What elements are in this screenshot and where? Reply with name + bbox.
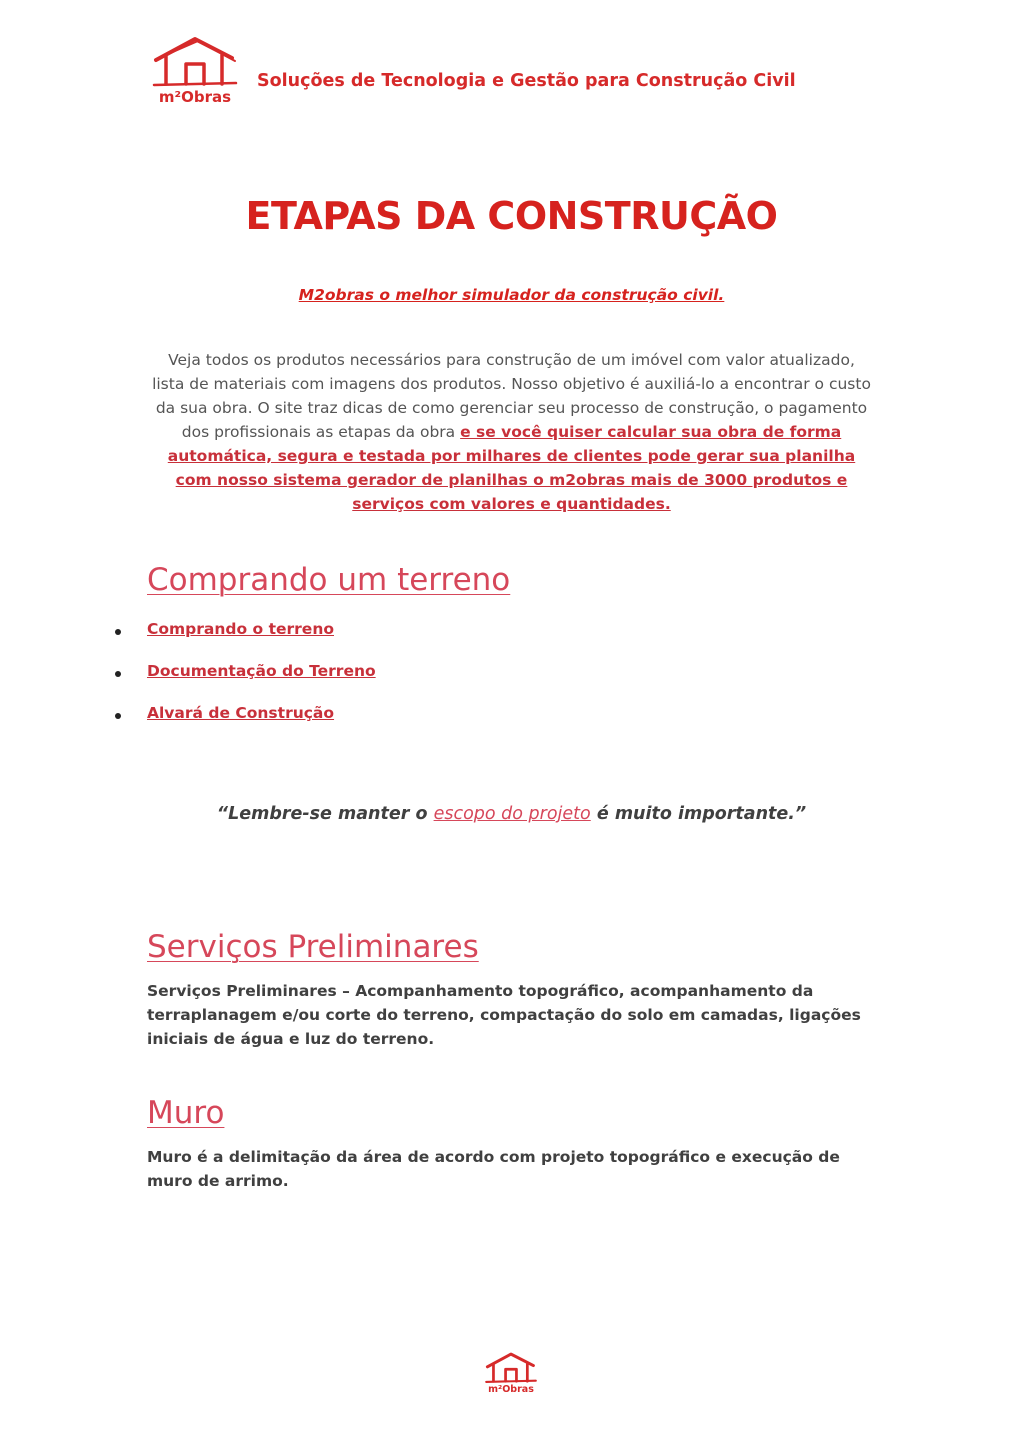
servicos-preliminares-text: Serviços Preliminares – Acompanhamento topográfico, acompanhamento da terraplanagem e/ou corte do terreno, compactação do solo em camadas, ligações iniciais de água e luz do terreno. [147,982,861,1048]
link-comprando-terreno[interactable]: Comprando o terreno [147,620,334,638]
intro-text: Veja todos os produtos necessários para construção de um imóvel com valor atualizado, lista de materiais com imagens dos produtos. Nosso objetivo é auxiliá-lo a encontrar o custo da sua obra. O site traz dicas de como gerenciar seu processo de construção, o pagamento dos profissionais as etapas da obra [152,351,871,441]
bullet-icon [115,713,121,719]
link-documentacao-terreno[interactable]: Documentação do Terreno [147,662,376,680]
bullet-icon [115,671,121,677]
heading-comprando-terreno[interactable]: Comprando um terreno [147,562,511,598]
quote-before: “Lembre-se manter o [216,804,434,824]
escopo-projeto-link[interactable]: escopo do projeto [433,804,591,824]
header-tagline: Soluções de Tecnologia e Gestão para Construção Civil [257,71,796,91]
quote-after: é muito importante.” [590,804,807,824]
muro-text: Muro é a delimitação da área de acordo com projeto topográfico e execução de muro de arrimo. [147,1148,840,1190]
logo-text: m²Obras [158,88,232,106]
heading-servicos-preliminares[interactable]: Serviços Preliminares [147,929,479,965]
house-icon [152,36,238,88]
subtitle-link[interactable]: M2obras o melhor simulador da construção civil. [298,286,725,304]
footer-logo[interactable] [485,1352,537,1398]
intro-calculate-link[interactable]: e se você quiser calcular sua obra de forma automática, segura e testada por milhares de clientes pode gerar sua planilha com nosso sistema gerador de planilhas o m2obras mais de 3000 produtos e serviços com valores e quantidades. [167,423,856,513]
intro-paragraph [150,348,873,516]
page-title: ETAPAS DA CONSTRUÇÃO [245,194,778,238]
heading-muro[interactable]: Muro [147,1095,225,1131]
link-alvara-construcao[interactable]: Alvará de Construção [147,704,335,722]
footer-logo-text: m²Obras [488,1384,534,1395]
m2obras-logo[interactable] [152,36,238,108]
house-icon [485,1352,537,1384]
bullet-icon [115,629,121,635]
quote [0,804,1023,824]
